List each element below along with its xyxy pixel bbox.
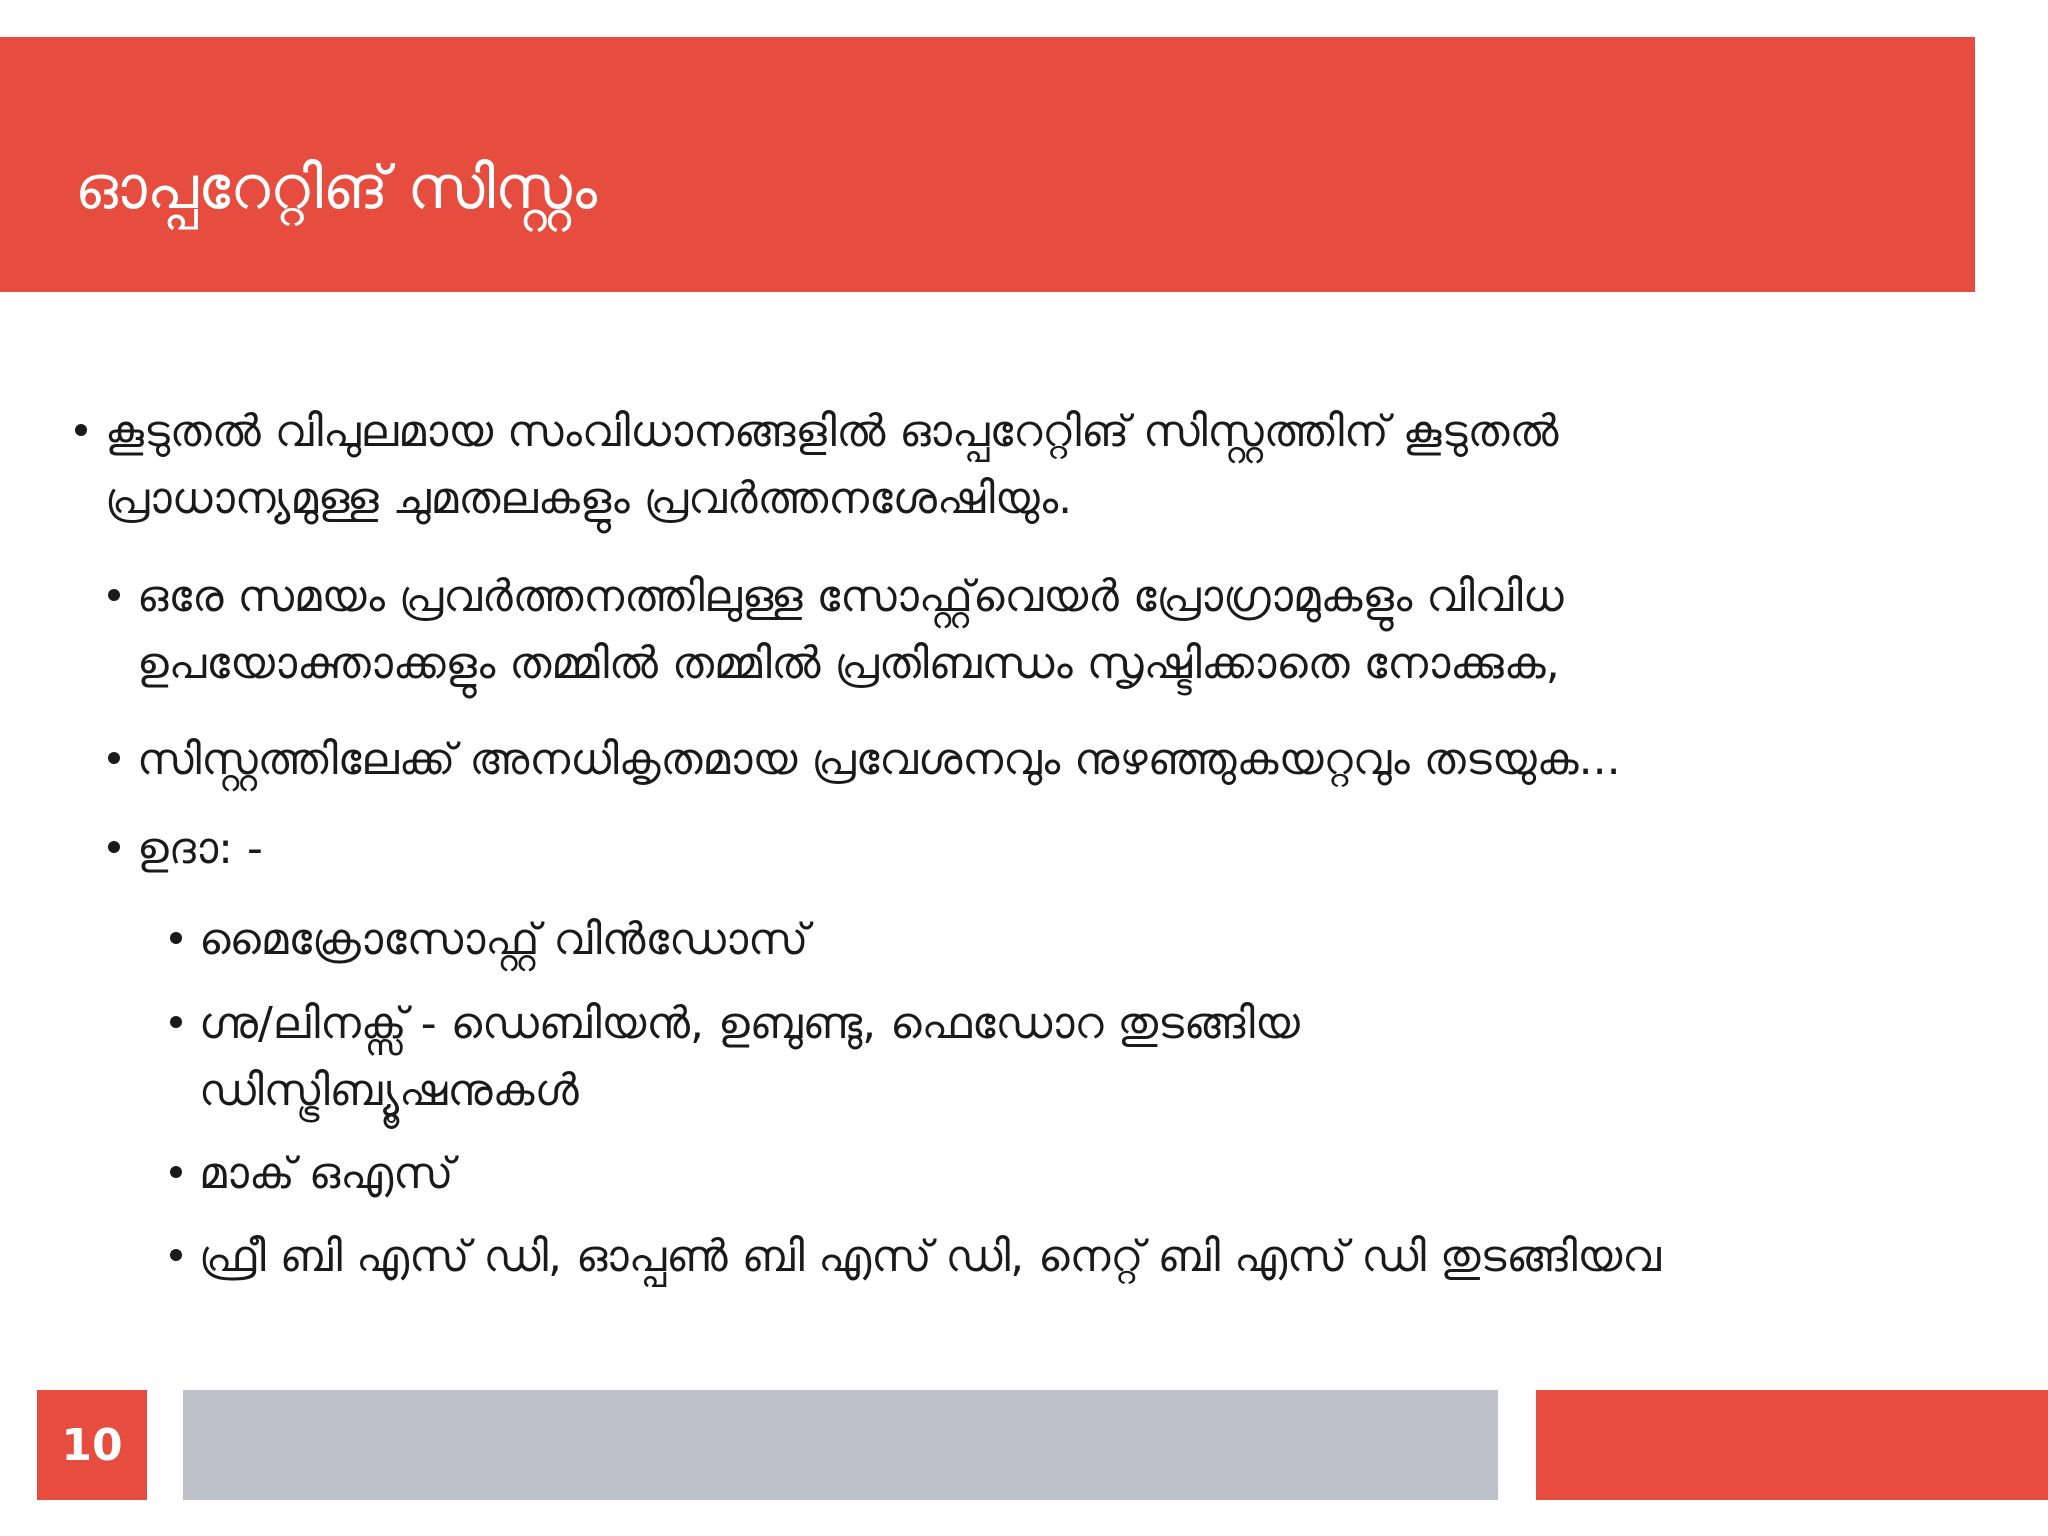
footer-bar-accent [1536,1390,2048,1500]
bullet-dot-icon [170,932,182,944]
footer-bar-gray [183,1390,1498,1500]
bullet-line: ഉപയോക്താക്കളും തമ്മിൽ തമ്മിൽ പ്രതിബന്ധം സൃഷ്ടിക്കാതെ നോക്കുക, [137,638,1560,689]
bullet-dot-icon [108,841,120,853]
bullet-line: ഡിസ്ട്രിബ്യൂഷനുകൾ [199,1065,579,1116]
bullet-dot-icon [170,1249,182,1261]
bullet-line: മൈക്രോസോഫ്റ്റ് വിൻഡോസ് [199,914,809,965]
bullet-item [108,726,1621,793]
bullet-line: മാക് ഒഎസ് [199,1148,454,1199]
bullet-line: പ്രാധാന്യമുള്ള ചുമതലകളും പ്രവർത്തനശേഷിയും. [105,473,1073,524]
bullet-line: ഫ്രീ ബി എസ് ഡി, ഓപ്പൺ ബി എസ് ഡി, നെറ്റ് ബി എസ് ഡി തുടങ്ങിയവ [199,1231,1661,1282]
bullet-line: കൂടുതൽ വിപുലമായ സംവിധാനങ്ങളിൽ ഓപ്പറേറ്റിങ് സിസ്റ്റത്തിന് കൂടുതൽ [105,406,1559,457]
bullet-item [75,398,1558,532]
slide-title: ഓപ്പറേറ്റിങ് സിസ്റ്റം [75,153,597,223]
bullet-dot-icon [108,752,120,764]
bullet-item [108,815,263,882]
bullet-line: ഗ്നു/ലിനക്സ് - ഡെബിയൻ, ഉബുണ്ടു, ഫെഡോറ തുടങ്ങിയ [199,998,1300,1049]
bullet-dot-icon [108,589,120,601]
bullet-item [108,563,1564,697]
bullet-line: സിസ്റ്റത്തിലേക്ക് അനധികൃതമായ പ്രവേശനവും നുഴഞ്ഞുകയറ്റവും തടയുക... [137,734,1621,785]
bullet-item [170,906,808,973]
page-number: 10 [37,1390,147,1500]
bullet-item [170,1140,454,1207]
bullet-item [170,1223,1661,1290]
bullet-line: ഉദാ: - [137,823,263,874]
bullet-item [170,990,1300,1124]
bullet-dot-icon [170,1016,182,1028]
bullet-dot-icon [170,1166,182,1178]
bullet-line: ഒരേ സമയം പ്രവർത്തനത്തിലുള്ള സോഫ്റ്റ്‌വെയർ പ്രോഗ്രാമുകളും വിവിധ [137,571,1564,622]
bullet-dot-icon [75,424,87,436]
